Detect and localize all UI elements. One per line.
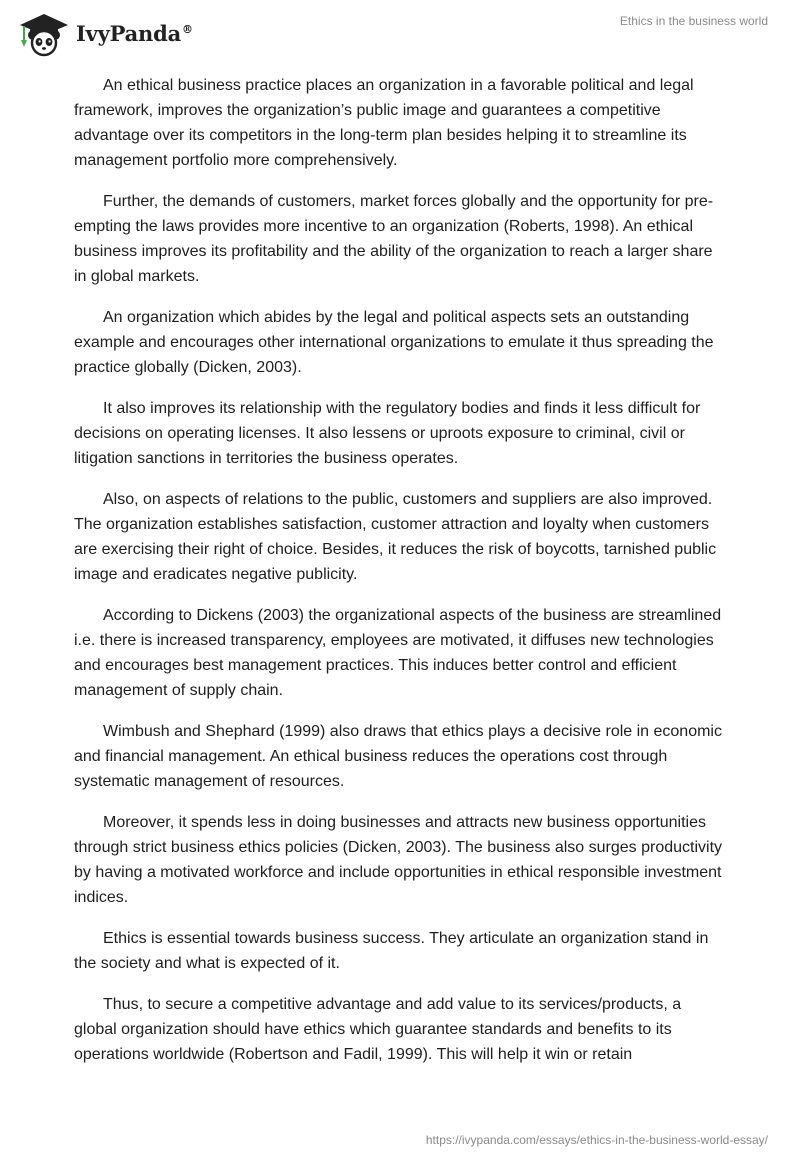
paragraph: Thus, to secure a competitive advantage and add value to its services/products, a global organization should have ethics which guarantee standards and benefits to its operations worldwide (Robertson and Fadil, 1999). This will help it win or retain bbox=[74, 996, 682, 1063]
paragraph: According to Dickens (2003) the organizational aspects of the business are streamlined i.e. there is increased transparency, employees are motivated, it diffuses new technologies and encourages best management practices. This induces better control and efficient management of supply chain. bbox=[74, 607, 722, 699]
ivypanda-logo[interactable] bbox=[14, 9, 193, 57]
source-url[interactable]: https://ivypanda.com/essays/ethics-in-the-business-world-essay/ bbox=[425, 1133, 768, 1147]
panda-graduate-icon bbox=[14, 9, 74, 57]
paragraph: Wimbush and Shephard (1999) also draws that ethics plays a decisive role in economic and financial management. An ethical business reduces the operations cost through systematic management of resources. bbox=[74, 723, 722, 790]
document-title: Ethics in the business world bbox=[619, 14, 768, 28]
paragraph: Ethics is essential towards business success. They articulate an organization stand in the society and what is expected of it. bbox=[74, 930, 709, 972]
page-header bbox=[0, 0, 800, 60]
paragraph: Further, the demands of customers, market forces globally and the opportunity for pre-empting the laws provides more incentive to an organization (Roberts, 1998). An ethical business improves its profitability and the ability of the organization to reach a larger share in global markets. bbox=[74, 193, 714, 285]
paragraph: An ethical business practice places an organization in a favorable political and legal framework, improves the organization’s public image and guarantees a competitive advantage over its competitors in the long-term plan besides helping it to streamline its management portfolio more comprehensively. bbox=[74, 77, 694, 169]
brand-name: IvyPanda® bbox=[76, 20, 193, 46]
paragraph: Moreover, it spends less in doing businesses and attracts new business opportunities through strict business ethics policies (Dicken, 2003). The business also surges productivity by having a motivated workforce and include opportunities in ethical responsible investment indices. bbox=[74, 814, 723, 906]
paragraph: It also improves its relationship with the regulatory bodies and finds it less difficult for decisions on operating licenses. It also lessens or uproots exposure to criminal, civil or litigation sanctions in territories the business operates. bbox=[74, 400, 701, 467]
registered-mark: ® bbox=[182, 22, 193, 36]
essay-body bbox=[74, 73, 724, 1083]
paragraph: An organization which abides by the legal and political aspects sets an outstanding example and encourages other international organizations to emulate it thus spreading the practice globally (Dicken, 2003). bbox=[74, 309, 714, 376]
paragraph: Also, on aspects of relations to the public, customers and suppliers are also improved. The organization establishes satisfaction, customer attraction and loyalty when customers are exercising their right of choice. Besides, it reduces the risk of boycotts, tarnished public image and eradicates negative publicity. bbox=[74, 491, 717, 583]
